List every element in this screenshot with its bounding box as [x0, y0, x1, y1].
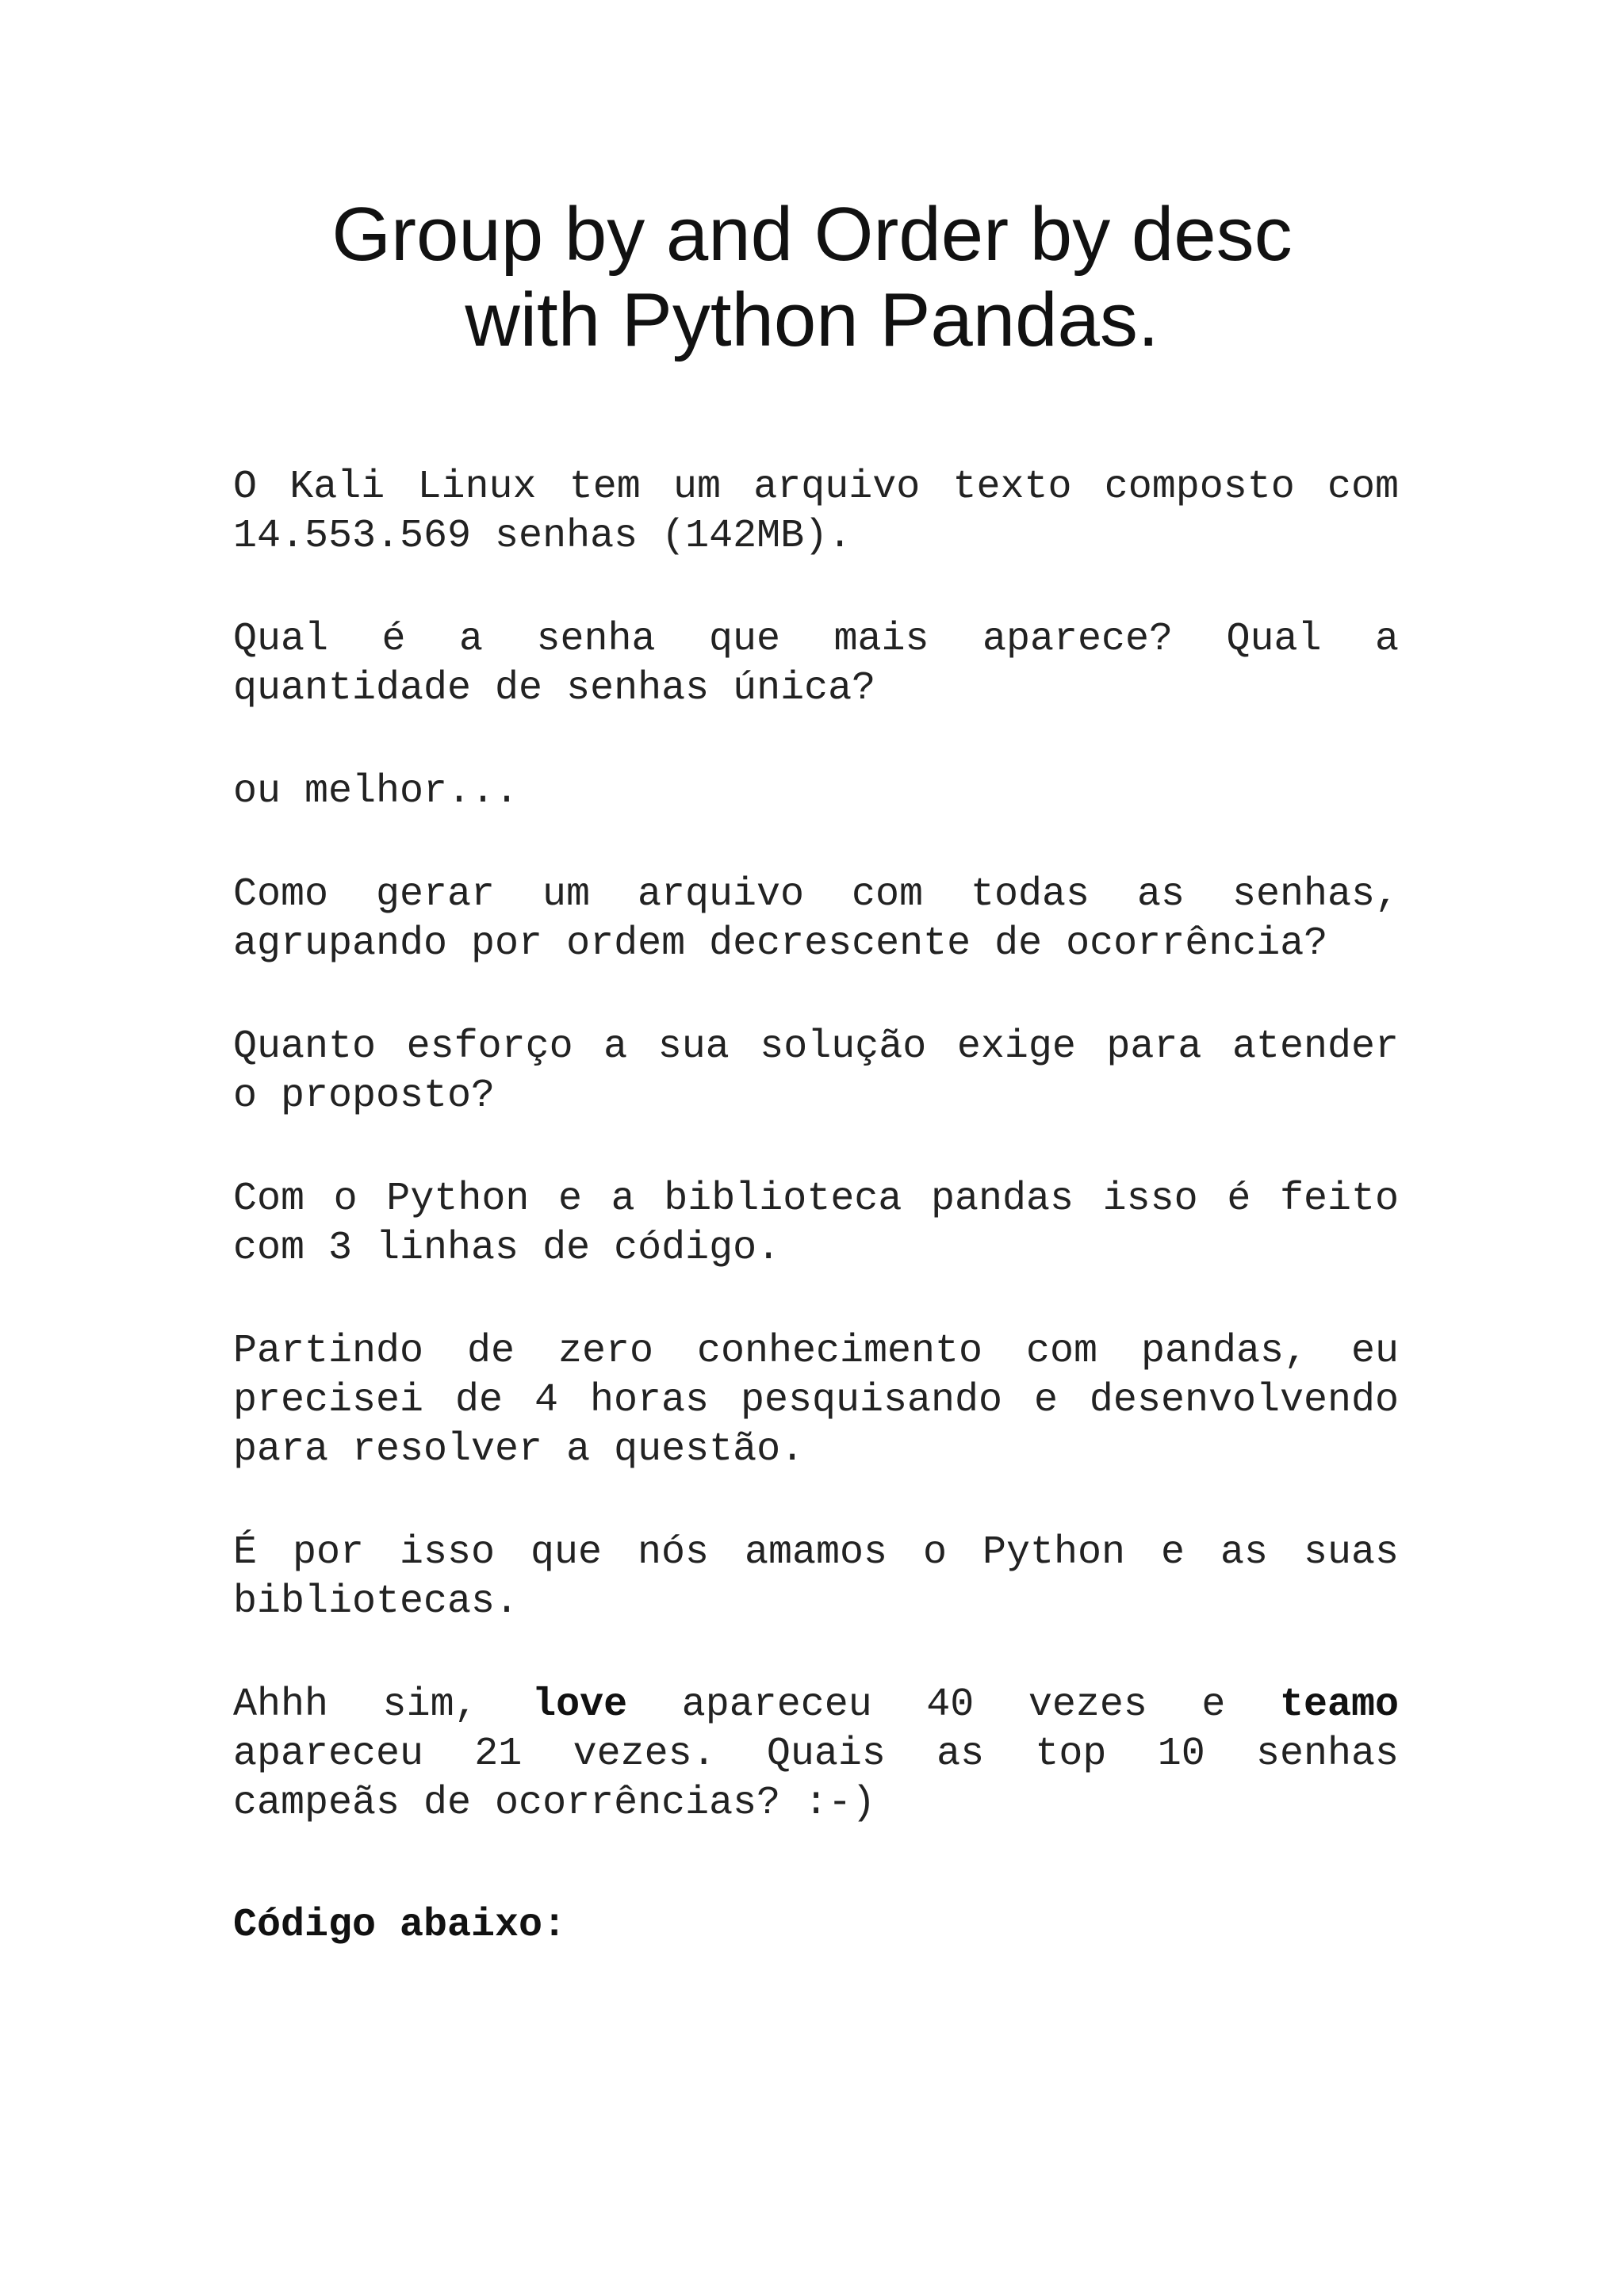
code-heading: Código abaixo:	[233, 1903, 567, 1948]
paragraph-ou-melhor: ou melhor...	[233, 769, 519, 814]
password-love: love	[532, 1682, 628, 1728]
final-outro-text: apareceu 21 vezes. Quais as top 10 senhas campeãs de ocorrências? :-)	[233, 1732, 1399, 1826]
title-line-2: with Python Pandas.	[465, 277, 1159, 362]
paragraph-kali-file: O Kali Linux tem um arquivo texto composto com 14.553.569 senhas (142MB).	[233, 465, 1399, 559]
paragraph-pandas-lines: Com o Python e a biblioteca pandas isso é feito com 3 linhas de código.	[233, 1177, 1399, 1271]
title-line-1: Group by and Order by desc	[331, 192, 1293, 277]
document-title	[0, 192, 1624, 363]
final-intro-text: Ahhh sim,	[233, 1682, 533, 1728]
paragraph-questions: Qual é a senha que mais aparece? Qual a quantidade de senhas única?	[233, 617, 1399, 711]
final-mid-text: apareceu 40 vezes e	[627, 1682, 1280, 1728]
paragraph-four-hours: Partindo de zero conhecimento com pandas, eu precisei de 4 horas pesquisando e desenvolvendo para resolver a questão.	[233, 1329, 1399, 1472]
paragraph-effort: Quanto esforço a sua solução exige para atender o proposto?	[233, 1024, 1399, 1119]
paragraph-top-passwords	[233, 1681, 1399, 1828]
paragraph-how-to-generate: Como gerar um arquivo com todas as senhas, agrupando por ordem decrescente de ocorrência?	[233, 872, 1399, 966]
paragraph-we-love-python: É por isso que nós amamos o Python e as suas bibliotecas.	[233, 1530, 1399, 1624]
password-teamo: teamo	[1279, 1682, 1399, 1728]
document-body	[233, 463, 1399, 1950]
